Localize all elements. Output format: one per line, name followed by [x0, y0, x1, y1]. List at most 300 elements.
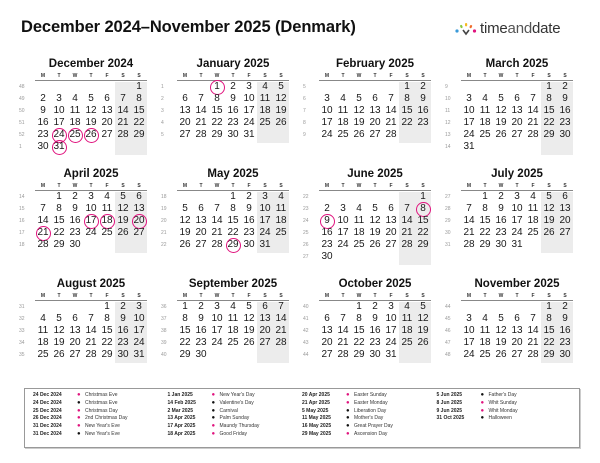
day-cell[interactable]: 14 [37, 215, 49, 226]
day-cell[interactable]: 15 [417, 215, 429, 226]
day-cell[interactable]: 15 [53, 215, 65, 226]
day-cell[interactable]: 20 [385, 227, 397, 238]
day-cell[interactable]: 28 [527, 349, 539, 360]
day-cell[interactable]: 8 [546, 93, 552, 104]
day-cell[interactable]: 20 [69, 337, 81, 348]
day-cell[interactable]: 9 [40, 105, 46, 116]
day-cell[interactable]: 11 [337, 105, 349, 116]
day-cell[interactable]: 15 [401, 105, 413, 116]
day-cell[interactable]: 9 [72, 203, 78, 214]
day-cell[interactable]: 12 [117, 203, 129, 214]
day-cell[interactable]: 26 [243, 337, 255, 348]
holiday-day-cell[interactable]: 25 [67, 129, 83, 141]
day-cell[interactable]: 10 [53, 105, 65, 116]
day-cell[interactable]: 6 [182, 93, 188, 104]
day-cell[interactable]: 11 [275, 203, 287, 214]
day-cell[interactable]: 13 [69, 325, 81, 336]
day-cell[interactable]: 1 [356, 301, 362, 312]
day-cell[interactable]: 3 [262, 191, 268, 202]
day-cell[interactable]: 22 [211, 117, 223, 128]
day-cell[interactable]: 18 [527, 215, 539, 226]
day-cell[interactable]: 24 [321, 129, 333, 140]
day-cell[interactable]: 25 [479, 349, 491, 360]
day-cell[interactable]: 2 [120, 301, 126, 312]
day-cell[interactable]: 8 [356, 313, 362, 324]
day-cell[interactable]: 19 [179, 227, 191, 238]
day-cell[interactable]: 23 [117, 337, 129, 348]
day-cell[interactable]: 24 [463, 129, 475, 140]
day-cell[interactable]: 25 [37, 349, 49, 360]
holiday-day-cell[interactable]: 17 [83, 215, 99, 227]
day-cell[interactable]: 20 [101, 117, 113, 128]
day-cell[interactable]: 26 [179, 239, 191, 250]
day-cell[interactable]: 17 [53, 117, 65, 128]
day-cell[interactable]: 28 [385, 129, 397, 140]
day-cell[interactable]: 16 [417, 105, 429, 116]
day-cell[interactable]: 1 [404, 81, 410, 92]
day-cell[interactable]: 11 [401, 313, 413, 324]
day-cell[interactable]: 30 [117, 349, 129, 360]
day-cell[interactable]: 30 [321, 251, 333, 262]
day-cell[interactable]: 22 [543, 117, 555, 128]
day-cell[interactable]: 21 [195, 117, 207, 128]
day-cell[interactable]: 8 [214, 93, 220, 104]
day-cell[interactable]: 7 [466, 203, 472, 214]
day-cell[interactable]: 19 [353, 117, 365, 128]
day-cell[interactable]: 21 [85, 337, 97, 348]
day-cell[interactable]: 6 [514, 93, 520, 104]
day-cell[interactable]: 3 [136, 301, 142, 312]
day-cell[interactable]: 21 [211, 227, 223, 238]
day-cell[interactable]: 13 [133, 203, 145, 214]
day-cell[interactable]: 25 [227, 337, 239, 348]
day-cell[interactable]: 11 [69, 105, 81, 116]
day-cell[interactable]: 7 [404, 203, 410, 214]
day-cell[interactable]: 18 [259, 105, 271, 116]
day-cell[interactable]: 2 [324, 203, 330, 214]
day-cell[interactable]: 2 [372, 301, 378, 312]
day-cell[interactable]: 25 [337, 129, 349, 140]
day-cell[interactable]: 26 [369, 239, 381, 250]
day-cell[interactable]: 12 [275, 93, 287, 104]
day-cell[interactable]: 27 [385, 239, 397, 250]
day-cell[interactable]: 30 [369, 349, 381, 360]
day-cell[interactable]: 31 [259, 239, 271, 250]
day-cell[interactable]: 15 [211, 105, 223, 116]
day-cell[interactable]: 23 [559, 337, 571, 348]
day-cell[interactable]: 20 [321, 337, 333, 348]
day-cell[interactable]: 28 [527, 129, 539, 140]
day-cell[interactable]: 26 [417, 337, 429, 348]
day-cell[interactable]: 21 [463, 227, 475, 238]
day-cell[interactable]: 23 [369, 337, 381, 348]
day-cell[interactable]: 27 [511, 349, 523, 360]
day-cell[interactable]: 6 [324, 313, 330, 324]
day-cell[interactable]: 1 [546, 301, 552, 312]
day-cell[interactable]: 17 [321, 117, 333, 128]
holiday-day-cell[interactable]: 29 [225, 239, 241, 251]
day-cell[interactable]: 13 [195, 215, 207, 226]
day-cell[interactable]: 2 [246, 191, 252, 202]
day-cell[interactable]: 28 [117, 129, 129, 140]
day-cell[interactable]: 6 [198, 203, 204, 214]
day-cell[interactable]: 22 [353, 337, 365, 348]
day-cell[interactable]: 27 [559, 227, 571, 238]
day-cell[interactable]: 2 [420, 81, 426, 92]
day-cell[interactable]: 13 [511, 325, 523, 336]
day-cell[interactable]: 3 [466, 313, 472, 324]
day-cell[interactable]: 29 [543, 129, 555, 140]
day-cell[interactable]: 7 [340, 313, 346, 324]
day-cell[interactable]: 29 [479, 239, 491, 250]
day-cell[interactable]: 15 [353, 325, 365, 336]
day-cell[interactable]: 28 [401, 239, 413, 250]
day-cell[interactable]: 12 [53, 325, 65, 336]
day-cell[interactable]: 15 [101, 325, 113, 336]
day-cell[interactable]: 14 [401, 215, 413, 226]
day-cell[interactable]: 2 [562, 301, 568, 312]
day-cell[interactable]: 9 [198, 313, 204, 324]
day-cell[interactable]: 21 [117, 117, 129, 128]
day-cell[interactable]: 20 [259, 325, 271, 336]
day-cell[interactable]: 6 [136, 191, 142, 202]
day-cell[interactable]: 29 [353, 349, 365, 360]
day-cell[interactable]: 3 [388, 301, 394, 312]
day-cell[interactable]: 1 [182, 301, 188, 312]
day-cell[interactable]: 3 [88, 191, 94, 202]
day-cell[interactable]: 31 [511, 239, 523, 250]
day-cell[interactable]: 30 [243, 239, 255, 250]
day-cell[interactable]: 1 [104, 301, 110, 312]
day-cell[interactable]: 15 [179, 325, 191, 336]
day-cell[interactable]: 9 [498, 203, 504, 214]
day-cell[interactable]: 27 [101, 129, 113, 140]
day-cell[interactable]: 14 [195, 105, 207, 116]
day-cell[interactable]: 9 [230, 93, 236, 104]
day-cell[interactable]: 22 [543, 337, 555, 348]
day-cell[interactable]: 17 [385, 325, 397, 336]
day-cell[interactable]: 22 [179, 337, 191, 348]
day-cell[interactable]: 5 [372, 203, 378, 214]
day-cell[interactable]: 27 [195, 239, 207, 250]
day-cell[interactable]: 23 [227, 117, 239, 128]
day-cell[interactable]: 5 [498, 313, 504, 324]
day-cell[interactable]: 28 [275, 337, 287, 348]
day-cell[interactable]: 2 [72, 191, 78, 202]
day-cell[interactable]: 22 [101, 337, 113, 348]
day-cell[interactable]: 16 [37, 117, 49, 128]
day-cell[interactable]: 14 [117, 105, 129, 116]
day-cell[interactable]: 18 [227, 325, 239, 336]
day-cell[interactable]: 6 [562, 191, 568, 202]
day-cell[interactable]: 18 [37, 337, 49, 348]
day-cell[interactable]: 18 [401, 325, 413, 336]
day-cell[interactable]: 13 [101, 105, 113, 116]
timeanddate-logo[interactable] [455, 20, 560, 37]
day-cell[interactable]: 18 [479, 117, 491, 128]
day-cell[interactable]: 1 [136, 81, 142, 92]
day-cell[interactable]: 4 [404, 301, 410, 312]
day-cell[interactable]: 20 [511, 337, 523, 348]
day-cell[interactable]: 4 [40, 313, 46, 324]
day-cell[interactable]: 16 [227, 105, 239, 116]
day-cell[interactable]: 20 [511, 117, 523, 128]
day-cell[interactable]: 9 [120, 313, 126, 324]
day-cell[interactable]: 17 [211, 325, 223, 336]
day-cell[interactable]: 7 [40, 203, 46, 214]
day-cell[interactable]: 27 [369, 129, 381, 140]
day-cell[interactable]: 8 [546, 313, 552, 324]
day-cell[interactable]: 14 [275, 313, 287, 324]
day-cell[interactable]: 3 [324, 93, 330, 104]
day-cell[interactable]: 15 [543, 105, 555, 116]
day-cell[interactable]: 2 [198, 301, 204, 312]
day-cell[interactable]: 11 [527, 203, 539, 214]
holiday-day-cell[interactable]: 21 [35, 227, 51, 239]
day-cell[interactable]: 5 [56, 313, 62, 324]
day-cell[interactable]: 3 [246, 81, 252, 92]
day-cell[interactable]: 4 [482, 313, 488, 324]
day-cell[interactable]: 12 [243, 313, 255, 324]
day-cell[interactable]: 19 [369, 227, 381, 238]
day-cell[interactable]: 10 [385, 313, 397, 324]
day-cell[interactable]: 26 [495, 129, 507, 140]
day-cell[interactable]: 26 [53, 349, 65, 360]
day-cell[interactable]: 4 [262, 81, 268, 92]
day-cell[interactable]: 24 [211, 337, 223, 348]
day-cell[interactable]: 4 [356, 203, 362, 214]
day-cell[interactable]: 11 [259, 93, 271, 104]
day-cell[interactable]: 2 [40, 93, 46, 104]
holiday-day-cell[interactable]: 9 [319, 215, 335, 227]
day-cell[interactable]: 17 [511, 215, 523, 226]
day-cell[interactable]: 27 [259, 337, 271, 348]
holiday-day-cell[interactable]: 1 [209, 81, 225, 93]
day-cell[interactable]: 29 [53, 239, 65, 250]
day-cell[interactable]: 31 [133, 349, 145, 360]
day-cell[interactable]: 21 [275, 325, 287, 336]
day-cell[interactable]: 13 [259, 313, 271, 324]
day-cell[interactable]: 29 [179, 349, 191, 360]
day-cell[interactable]: 21 [337, 337, 349, 348]
day-cell[interactable]: 14 [211, 215, 223, 226]
day-cell[interactable]: 25 [259, 117, 271, 128]
day-cell[interactable]: 5 [356, 93, 362, 104]
day-cell[interactable]: 14 [337, 325, 349, 336]
day-cell[interactable]: 10 [243, 93, 255, 104]
day-cell[interactable]: 4 [278, 191, 284, 202]
day-cell[interactable]: 28 [195, 129, 207, 140]
day-cell[interactable]: 10 [463, 325, 475, 336]
day-cell[interactable]: 5 [182, 203, 188, 214]
day-cell[interactable]: 17 [133, 325, 145, 336]
day-cell[interactable]: 19 [495, 337, 507, 348]
day-cell[interactable]: 10 [321, 105, 333, 116]
day-cell[interactable]: 29 [133, 129, 145, 140]
day-cell[interactable]: 25 [401, 337, 413, 348]
day-cell[interactable]: 11 [479, 325, 491, 336]
day-cell[interactable]: 12 [353, 105, 365, 116]
day-cell[interactable]: 18 [69, 117, 81, 128]
day-cell[interactable]: 15 [227, 215, 239, 226]
day-cell[interactable]: 13 [179, 105, 191, 116]
day-cell[interactable]: 27 [69, 349, 81, 360]
day-cell[interactable]: 6 [372, 93, 378, 104]
day-cell[interactable]: 13 [369, 105, 381, 116]
day-cell[interactable]: 8 [136, 93, 142, 104]
day-cell[interactable]: 29 [101, 349, 113, 360]
day-cell[interactable]: 30 [37, 141, 49, 152]
day-cell[interactable]: 27 [511, 129, 523, 140]
day-cell[interactable]: 10 [211, 313, 223, 324]
day-cell[interactable]: 7 [530, 93, 536, 104]
day-cell[interactable]: 14 [385, 105, 397, 116]
day-cell[interactable]: 4 [482, 93, 488, 104]
day-cell[interactable]: 11 [37, 325, 49, 336]
day-cell[interactable]: 10 [337, 215, 349, 226]
day-cell[interactable]: 23 [69, 227, 81, 238]
day-cell[interactable]: 4 [72, 93, 78, 104]
day-cell[interactable]: 23 [37, 129, 49, 140]
day-cell[interactable]: 15 [543, 325, 555, 336]
day-cell[interactable]: 3 [514, 191, 520, 202]
day-cell[interactable]: 26 [495, 349, 507, 360]
day-cell[interactable]: 10 [133, 313, 145, 324]
day-cell[interactable]: 9 [562, 313, 568, 324]
day-cell[interactable]: 11 [227, 313, 239, 324]
day-cell[interactable]: 23 [195, 337, 207, 348]
day-cell[interactable]: 4 [230, 301, 236, 312]
day-cell[interactable]: 20 [559, 215, 571, 226]
day-cell[interactable]: 18 [353, 227, 365, 238]
day-cell[interactable]: 12 [417, 313, 429, 324]
day-cell[interactable]: 26 [275, 117, 287, 128]
day-cell[interactable]: 21 [385, 117, 397, 128]
day-cell[interactable]: 31 [463, 141, 475, 152]
day-cell[interactable]: 7 [214, 203, 220, 214]
day-cell[interactable]: 2 [562, 81, 568, 92]
day-cell[interactable]: 24 [85, 227, 97, 238]
day-cell[interactable]: 16 [321, 227, 333, 238]
day-cell[interactable]: 9 [246, 203, 252, 214]
day-cell[interactable]: 12 [495, 105, 507, 116]
day-cell[interactable]: 19 [495, 117, 507, 128]
holiday-day-cell[interactable]: 24 [51, 129, 67, 141]
day-cell[interactable]: 25 [275, 227, 287, 238]
day-cell[interactable]: 19 [117, 215, 129, 226]
day-cell[interactable]: 6 [72, 313, 78, 324]
day-cell[interactable]: 24 [259, 227, 271, 238]
day-cell[interactable]: 8 [56, 203, 62, 214]
day-cell[interactable]: 6 [104, 93, 110, 104]
day-cell[interactable]: 2 [498, 191, 504, 202]
day-cell[interactable]: 5 [88, 93, 94, 104]
day-cell[interactable]: 14 [85, 325, 97, 336]
day-cell[interactable]: 24 [511, 227, 523, 238]
day-cell[interactable]: 19 [243, 325, 255, 336]
day-cell[interactable]: 3 [214, 301, 220, 312]
day-cell[interactable]: 19 [417, 325, 429, 336]
day-cell[interactable]: 1 [56, 191, 62, 202]
day-cell[interactable]: 12 [179, 215, 191, 226]
day-cell[interactable]: 5 [278, 81, 284, 92]
day-cell[interactable]: 30 [559, 349, 571, 360]
day-cell[interactable]: 30 [559, 129, 571, 140]
day-cell[interactable]: 11 [479, 105, 491, 116]
day-cell[interactable]: 31 [243, 129, 255, 140]
day-cell[interactable]: 21 [527, 337, 539, 348]
day-cell[interactable]: 28 [85, 349, 97, 360]
day-cell[interactable]: 22 [133, 117, 145, 128]
day-cell[interactable]: 7 [278, 301, 284, 312]
day-cell[interactable]: 4 [530, 191, 536, 202]
day-cell[interactable]: 24 [463, 349, 475, 360]
day-cell[interactable]: 25 [479, 129, 491, 140]
day-cell[interactable]: 26 [543, 227, 555, 238]
day-cell[interactable]: 6 [262, 301, 268, 312]
day-cell[interactable]: 8 [404, 93, 410, 104]
day-cell[interactable]: 8 [104, 313, 110, 324]
day-cell[interactable]: 14 [527, 325, 539, 336]
day-cell[interactable]: 28 [211, 239, 223, 250]
day-cell[interactable]: 30 [195, 349, 207, 360]
day-cell[interactable]: 20 [179, 117, 191, 128]
day-cell[interactable]: 17 [463, 337, 475, 348]
day-cell[interactable]: 8 [182, 313, 188, 324]
day-cell[interactable]: 16 [195, 325, 207, 336]
day-cell[interactable]: 10 [85, 203, 97, 214]
day-cell[interactable]: 24 [337, 239, 349, 250]
day-cell[interactable]: 19 [543, 215, 555, 226]
day-cell[interactable]: 18 [337, 117, 349, 128]
day-cell[interactable]: 7 [120, 93, 126, 104]
day-cell[interactable]: 13 [511, 105, 523, 116]
day-cell[interactable]: 17 [259, 215, 271, 226]
day-cell[interactable]: 11 [353, 215, 365, 226]
holiday-day-cell[interactable]: 20 [131, 215, 147, 227]
day-cell[interactable]: 16 [369, 325, 381, 336]
day-cell[interactable]: 13 [321, 325, 333, 336]
day-cell[interactable]: 9 [562, 93, 568, 104]
day-cell[interactable]: 24 [243, 117, 255, 128]
day-cell[interactable]: 6 [514, 313, 520, 324]
day-cell[interactable]: 7 [88, 313, 94, 324]
day-cell[interactable]: 8 [230, 203, 236, 214]
holiday-day-cell[interactable]: 26 [83, 129, 99, 141]
day-cell[interactable]: 12 [543, 203, 555, 214]
day-cell[interactable]: 13 [559, 203, 571, 214]
day-cell[interactable]: 17 [243, 105, 255, 116]
day-cell[interactable]: 5 [246, 301, 252, 312]
day-cell[interactable]: 17 [463, 117, 475, 128]
day-cell[interactable]: 22 [479, 227, 491, 238]
day-cell[interactable]: 1 [230, 191, 236, 202]
day-cell[interactable]: 21 [527, 117, 539, 128]
day-cell[interactable]: 4 [104, 191, 110, 202]
day-cell[interactable]: 23 [321, 239, 333, 250]
day-cell[interactable]: 27 [321, 349, 333, 360]
day-cell[interactable]: 16 [117, 325, 129, 336]
day-cell[interactable]: 28 [463, 239, 475, 250]
day-cell[interactable]: 25 [353, 239, 365, 250]
day-cell[interactable]: 10 [463, 105, 475, 116]
day-cell[interactable]: 16 [243, 215, 255, 226]
day-cell[interactable]: 26 [353, 129, 365, 140]
day-cell[interactable]: 30 [495, 239, 507, 250]
day-cell[interactable]: 22 [417, 227, 429, 238]
day-cell[interactable]: 16 [69, 215, 81, 226]
day-cell[interactable]: 29 [211, 129, 223, 140]
